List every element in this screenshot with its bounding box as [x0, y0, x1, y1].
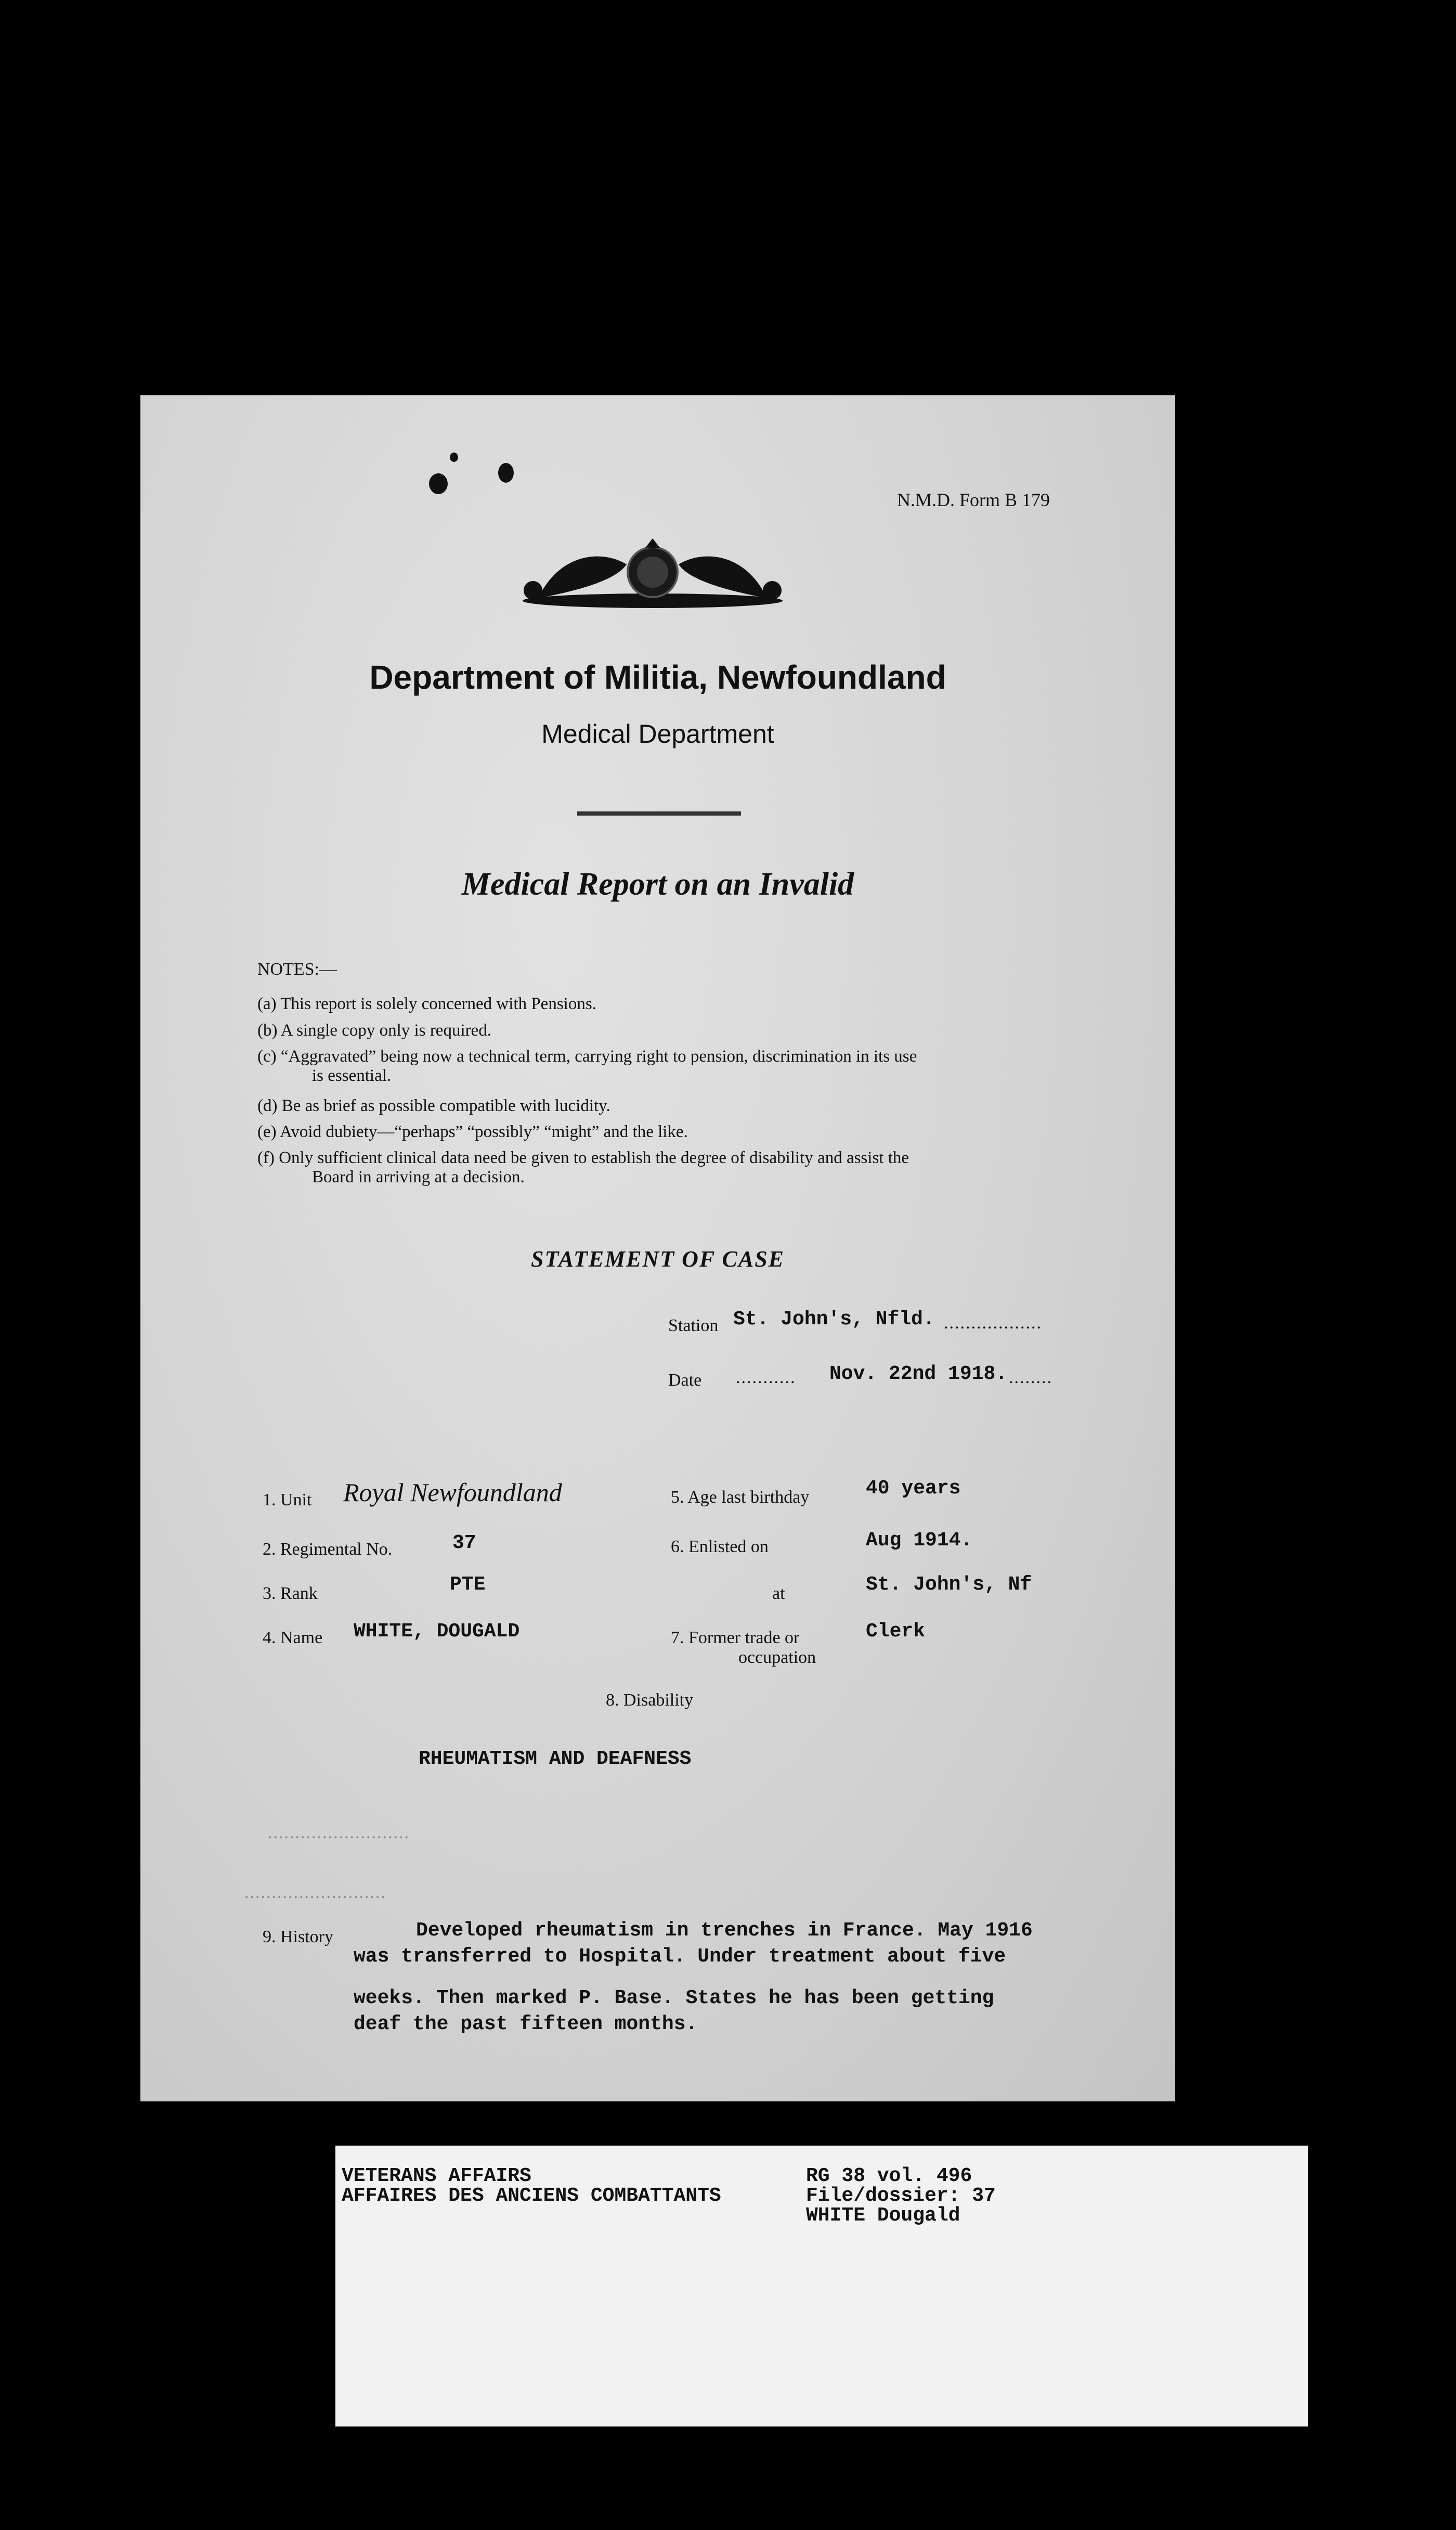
statement-heading: STATEMENT OF CASE	[530, 1246, 785, 1272]
history-line-1: Developed rheumatism in trenches in France. May 1916	[416, 1919, 1033, 1942]
date-label: Date	[668, 1371, 702, 1390]
unit-label: 1. Unit	[263, 1490, 312, 1509]
punch-hole	[450, 453, 458, 462]
trade-label: 7. Former trade or	[671, 1628, 800, 1647]
rank-value: PTE	[450, 1573, 486, 1596]
stamp-line-1: VETERANS AFFAIRS	[342, 2165, 531, 2187]
age-label: 5. Age last birthday	[671, 1488, 810, 1507]
disability-value: RHEUMATISM AND DEAFNESS	[419, 1748, 692, 1770]
stamp-ref-2: File/dossier: 37	[806, 2185, 996, 2207]
punch-hole	[498, 463, 514, 483]
occupation-label: occupation	[738, 1648, 816, 1667]
note-d: (d) Be as brief as possible compatible with lucidity.	[257, 1096, 610, 1115]
stamp-line-2: AFFAIRES DES ANCIENS COMBATTANTS	[342, 2185, 721, 2207]
date-dots: ...........	[736, 1368, 796, 1387]
note-e: (e) Avoid dubiety—“perhaps” “possibly” “might” and the like.	[257, 1122, 688, 1141]
rank-label: 3. Rank	[263, 1584, 318, 1603]
note-a: (a) This report is solely concerned with Pensions.	[257, 995, 596, 1013]
age-value: 40 years	[866, 1477, 961, 1500]
royal-crest-icon	[517, 533, 788, 611]
history-line-4: deaf the past fifteen months.	[354, 2013, 698, 2035]
divider	[577, 811, 741, 816]
enlisted-value: Aug 1914.	[866, 1529, 973, 1552]
regimental-label: 2. Regimental No.	[263, 1540, 393, 1559]
history-line-3: weeks. Then marked P. Base. States he has been getting	[354, 1987, 994, 2009]
history-line-2: was transferred to Hospital. Under treatment about five	[354, 1945, 1006, 1968]
at-label: at	[772, 1584, 785, 1603]
station-label: Station	[668, 1316, 719, 1335]
unit-value: Royal Newfoundland	[343, 1478, 562, 1507]
department-title: Department of Militia, Newfoundland	[369, 659, 946, 696]
note-c-cont: is essential.	[312, 1066, 392, 1085]
blank-dots: ..........................	[268, 1823, 410, 1842]
document-page	[140, 395, 1175, 2101]
report-title: Medical Report on an Invalid	[461, 867, 854, 902]
station-dots: ..................	[944, 1313, 1042, 1333]
department-subtitle: Medical Department	[541, 719, 774, 748]
station-value: St. John's, Nfld.	[733, 1308, 935, 1331]
note-b: (b) A single copy only is required.	[257, 1021, 492, 1040]
stamp-ref-3: WHITE Dougald	[806, 2204, 960, 2227]
trade-value: Clerk	[866, 1620, 926, 1643]
name-label: 4. Name	[263, 1628, 323, 1647]
date-dots-end: ........	[1009, 1368, 1052, 1387]
note-c: (c) “Aggravated” being now a technical term, carrying right to pension, discrimination in its use	[257, 1047, 917, 1066]
name-value: WHITE, DOUGALD	[354, 1620, 520, 1643]
regimental-value: 37	[452, 1532, 476, 1554]
note-f: (f) Only sufficient clinical data need be given to establish the degree of disability and assist the	[257, 1148, 909, 1167]
archive-stamp	[335, 2146, 1308, 2426]
punch-hole	[429, 473, 448, 494]
history-label: 9. History	[263, 1927, 333, 1946]
note-f-cont: Board in arriving at a decision.	[312, 1168, 525, 1186]
notes-heading: NOTES:—	[257, 960, 337, 979]
disability-label: 8. Disability	[606, 1690, 694, 1710]
form-number: N.M.D. Form B 179	[897, 489, 1050, 510]
stamp-ref-1: RG 38 vol. 496	[806, 2165, 972, 2187]
at-value: St. John's, Nf	[866, 1573, 1032, 1596]
enlisted-label: 6. Enlisted on	[671, 1537, 769, 1556]
date-value: Nov. 22nd 1918.	[829, 1363, 1008, 1385]
blank-dots: ..........................	[244, 1883, 386, 1902]
